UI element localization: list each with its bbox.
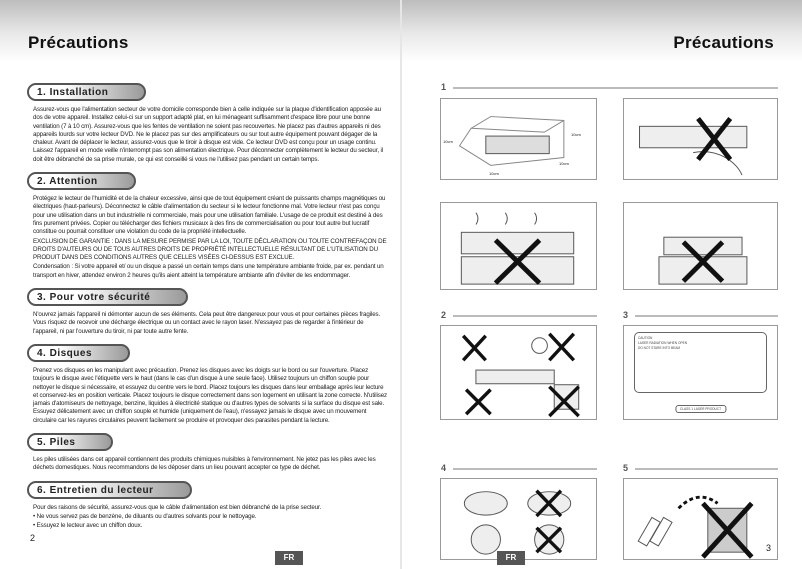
laser-warning-label bbox=[634, 332, 767, 393]
section-text: Protégez le lecteur de l'humidité et de la chaleur excessive, ainsi que de tout équipement créant de puissants champs magnétiques ou électriques (haut-parleurs). Déconnectez le câble d'alimentation du secteur si le lecteur fonctionne mal. Votre lecteur n'est pas conçu pour une utilisation dans un but industrielle ni commerciale, mais pour une utilisation familiale. L'usage de ce produit est destiné à des fins purement privées. Copier ou télécharger des fichiers musicaux à des fins de commercialisation ou pour tout autre but lucratif constitue ou pourrait constituer une violation du code de la propriété intellectuelle. bbox=[33, 195, 386, 236]
illustration-no-stacking bbox=[623, 202, 778, 290]
section-text: Pour des raisons de sécurité, assurez-vous que le câble d'alimentation est bien débranché de la prise secteur. bbox=[33, 503, 322, 511]
section-text: Les piles utilisées dans cet appareil contiennent des produits chimiques nuisibles à l'environnement. Ne jetez pas les piles avec les déchets domestiques. Nous recommandons de les déposer dans un lieu pouvant accepter ce type de déchet. bbox=[33, 456, 376, 472]
condensation-text: Condensation : Si votre appareil et/ ou un disque a passé un certain temps dans une température ambiante froide, par ex. pendant un transport en hiver, attendez environ 2 heures qu'ils aient atteint la température ambiante afin d'éviter de les endommager. bbox=[33, 263, 384, 279]
label-line: CAUTION bbox=[638, 336, 653, 340]
section-entretien bbox=[27, 480, 392, 532]
label-line: DO NOT STARE INTO BEAM bbox=[638, 346, 680, 350]
section-disques bbox=[27, 343, 392, 426]
illustration-disc-handling bbox=[440, 478, 597, 560]
divider bbox=[635, 468, 778, 470]
section-piles bbox=[27, 432, 392, 474]
dimension-label: 10cm bbox=[443, 139, 453, 144]
section-heading: 3. Pour votre sécurité bbox=[27, 288, 188, 306]
section-heading: 6. Entretien du lecteur bbox=[27, 481, 192, 499]
warranty-text: EXCLUSION DE GARANTIE : DANS LA MESURE PERMISE PAR LA LOI, TOUTE DÉCLARATION OU TOUTE CONTREFAÇON DE DROITS D'AUTEURS OU DE TOUS AUTRES DROITS DE PROPRIÉTÉ INTELLECTUELLE RÉSULTANT DE L'UTILISATION DU PRODUIT DANS DES CONDITIONS AUTRES QUE CELLES VISÉES CI-DESSUS EST EXCLUE. bbox=[33, 237, 387, 262]
illustration-laser-label bbox=[623, 325, 778, 420]
section-heading: 4. Disques bbox=[27, 344, 130, 362]
page-title-right: Précautions bbox=[673, 33, 774, 52]
page-title-left: Précautions bbox=[28, 33, 129, 52]
page-gutter bbox=[400, 0, 402, 569]
divider bbox=[635, 315, 778, 317]
section-heading: 2. Attention bbox=[27, 172, 136, 190]
illustration-ventilation-space bbox=[440, 98, 597, 180]
illustration-no-hand-in-tray bbox=[623, 98, 778, 180]
left-page-content bbox=[27, 82, 392, 543]
dimension-label: 10cm bbox=[571, 132, 581, 137]
section-heading: 5. Piles bbox=[27, 433, 113, 451]
section-text: N'ouvrez jamais l'appareil ni démonter aucun de ses éléments. Cela peut être dangereux pour vous et pour certaines pièces fragiles. Vous risquez de recevoir une décharge électrique ou un contact avec le rayon laser. N'essayez pas de regarder à l'intérieur de l'appareil, ni par l'ouverture du tiroir, ni par toute autre fente. bbox=[33, 311, 381, 335]
laser-class-label: CLASS 1 LASER PRODUCT bbox=[675, 405, 726, 413]
bullet-item: • Ne vous servez pas de benzène, de diluants ou d'autres solvants pour le nettoyage. bbox=[33, 512, 257, 520]
page-number-left: 2 bbox=[30, 532, 36, 543]
language-tab-left: FR bbox=[275, 551, 303, 565]
section-text: Prenez vos disques en les manipulant avec précaution. Prenez les disques avec les doigts sur le bord ou sur l'ouverture. Placez toujours le disque avec l'étiquette vers le haut (dans le cas d'un disque à une seule face). Utilisez toujours un chiffon souple pour nettoyer le disque si nécessaire, et essuyez du centre vers le bord. Placez toujours les disques dans leur emballage après leur lecture et conservez-les en position verticale. Placez toujours le disque correctement dans son logement en utilisant la zone correcte. N'utilisez jamais d'atomiseurs de nettoyage, benzine, liquides à électricité statique ou d'autres types de solvants si la surface du disque est sale. Essuyez délicatement avec un chiffon souple et humide (uniquement de l'eau), n'essayez jamais le disque avec un mouvement circulaire car les rayures circulaires peuvent facilement se produire et provoquer des parasites pendant la lecture. bbox=[33, 366, 387, 424]
divider bbox=[453, 468, 597, 470]
section-installation bbox=[27, 82, 392, 165]
figure-group-label: 1 bbox=[441, 82, 447, 92]
section-attention bbox=[27, 171, 392, 281]
divider bbox=[453, 87, 778, 89]
illustration-no-heat-source bbox=[440, 202, 597, 290]
figure-group-label: 5 bbox=[623, 463, 629, 473]
figure-group-label: 4 bbox=[441, 463, 447, 473]
section-heading: 1. Installation bbox=[27, 83, 146, 101]
bullet-item: • Essuyez le lecteur avec un chiffon doux. bbox=[33, 522, 143, 530]
label-line: LASER RADIATION WHEN OPEN bbox=[638, 341, 687, 345]
illustration-battery-disposal bbox=[623, 478, 778, 560]
dimension-label: 10cm bbox=[489, 171, 499, 176]
divider bbox=[453, 315, 597, 317]
dimension-label: 10cm bbox=[559, 161, 569, 166]
page-number-right: 3 bbox=[766, 543, 772, 553]
figure-group-label: 2 bbox=[441, 310, 447, 320]
figure-group-label: 3 bbox=[623, 310, 629, 320]
illustration-moisture-heat bbox=[440, 325, 597, 420]
language-tab-right: FR bbox=[497, 551, 525, 565]
section-securite bbox=[27, 287, 392, 337]
section-text: Assurez-vous que l'alimentation secteur de votre domicile corresponde bien à celle indiquée sur la plaque d'identification apposée au dos de votre appareil. Installez celui-ci sur un support adapté plat, en lui ménageant suffisamment d'espace libre pour une bonne ventilation (7 à 10 cm). Assurez-vous que les fentes de ventilation ne soient pas recouvertes. Ne placez pas d'autres appareils ni des appareils lourds sur votre lecteur DVD. Ne le placez pas sur des amplificateurs ou sur tout autre équipement pouvant dégager de la chaleur. Avant de déplacer le lecteur, assurez-vous que le tiroir à disque est vide. Ce lecteur DVD est conçu pour un usage continu. Laissez l'appareil en mode veille n'interrompt pas son alimentation électrique. Pour déconnecter complètement le lecteur du secteur, il doit être débranché de sa prise murale, ce qui est conseillé si vous ne l'utilisez pas pendant un certain temps. bbox=[33, 106, 384, 163]
